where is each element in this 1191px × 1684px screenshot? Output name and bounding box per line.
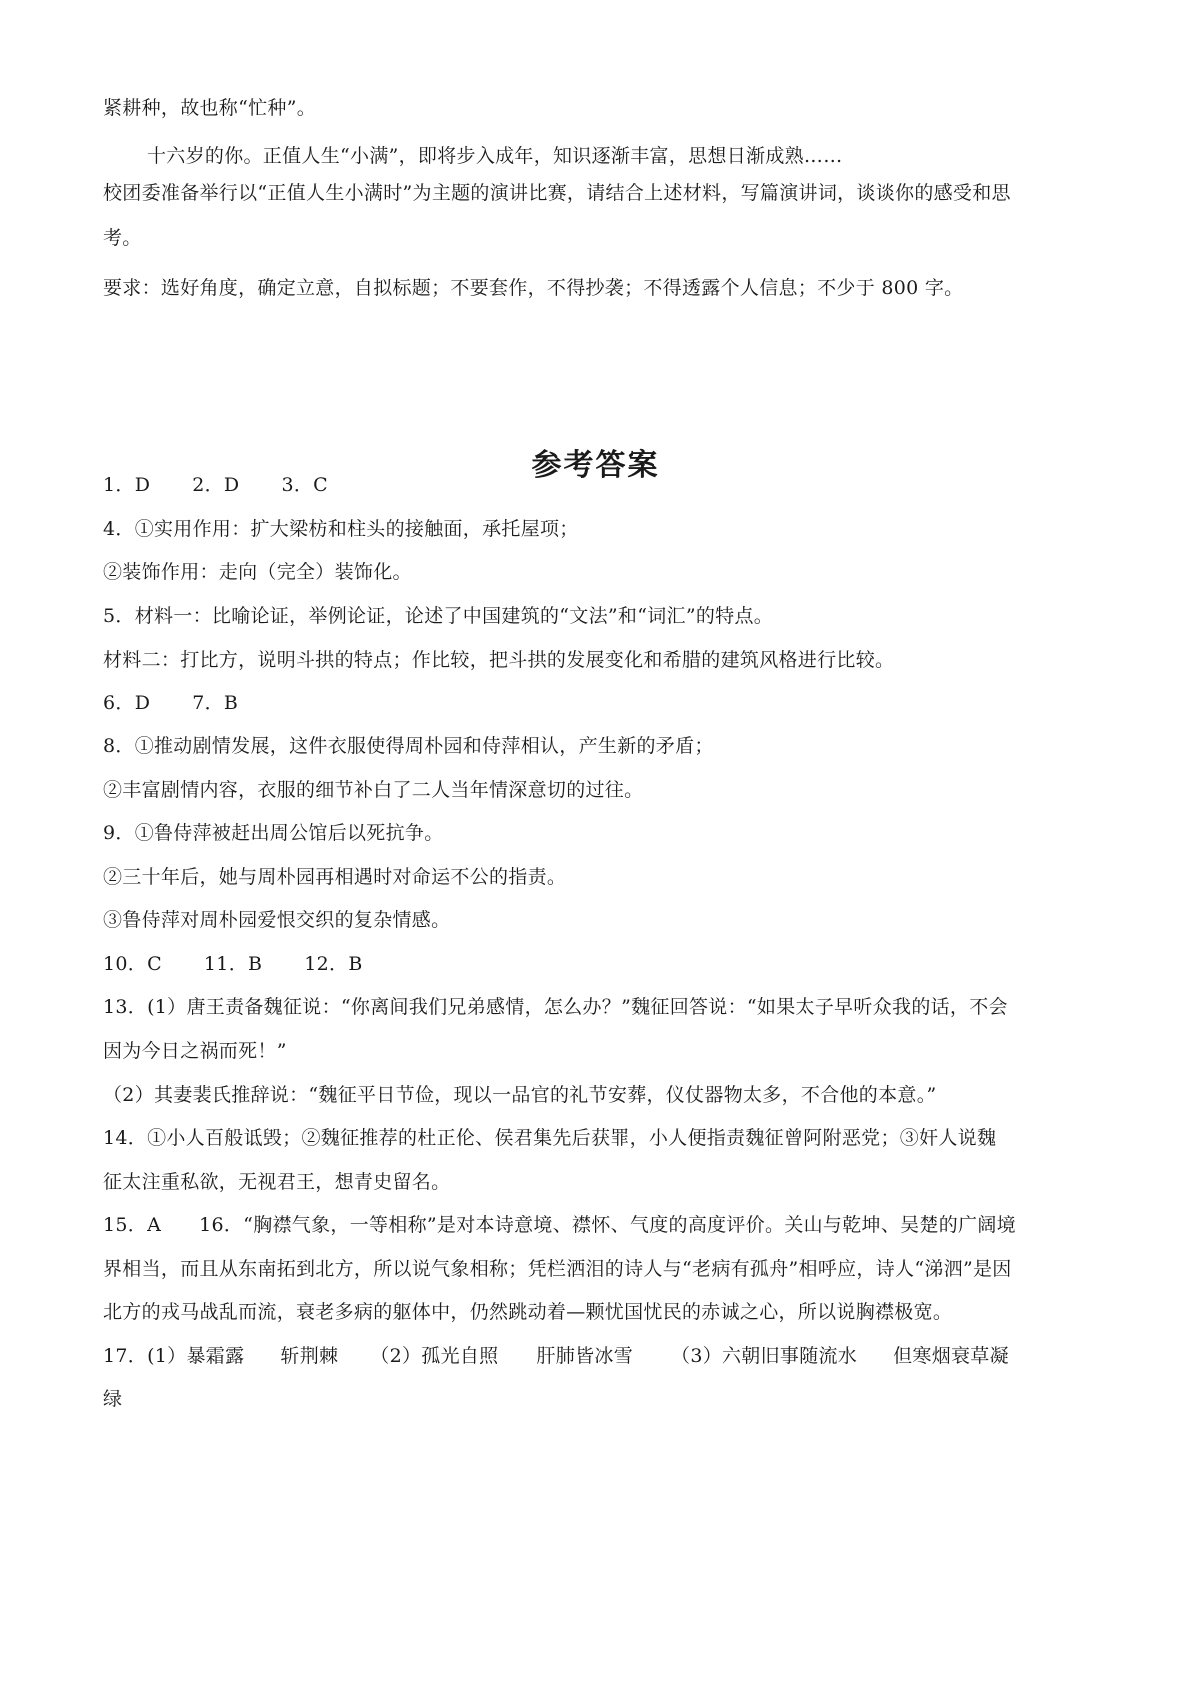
answer-9-line-2: ②三十年后，她与周朴园再相遇时对命运不公的指责。	[103, 866, 567, 888]
answer-17-part-f: 但寒烟衰草凝	[893, 1345, 1009, 1367]
answer-8-line-2: ②丰富剧情内容，衣服的细节补白了二人当年情深意切的过往。	[103, 779, 644, 801]
answer-13-line-1: 13．(1）唐王责备魏征说：“你离间我们兄弟感情，怎么办？”魏征回答说：“如果太子早听众我的话，不会	[103, 996, 1008, 1018]
answer-5-line-2: 材料二：打比方，说明斗拱的特点；作比较，把斗拱的发展变化和希腊的建筑风格进行比较。	[103, 649, 895, 671]
answer-17-part-b: 斩荆棘	[280, 1345, 339, 1367]
answer-13-line-2: 因为今日之祸而死！”	[103, 1040, 287, 1062]
answer-16-line-2: 界相当，而且从东南拓到北方，所以说气象相称；凭栏洒泪的诗人与“老病有孤舟”相呼应，诗人“涕泗”是因	[103, 1258, 1012, 1280]
answers-1-3	[103, 470, 328, 500]
answer-3: 3．C	[281, 474, 328, 496]
answer-15: 15．A	[103, 1214, 162, 1236]
answer-4-line-2: ②装饰作用：走向（完全）装饰化。	[103, 561, 412, 583]
answer-10: 10．C	[103, 953, 162, 975]
answer-1: 1．D	[103, 474, 151, 496]
answer-12: 12．B	[304, 953, 363, 975]
answer-17-part-e: （3）六朝旧事随流水	[671, 1345, 858, 1367]
answer-14-line-2: 征太注重私欲，无视君王，想青史留名。	[103, 1171, 451, 1193]
prompt-requirements: 要求：选好角度，确定立意，自拟标题；不要套作，不得抄袭；不得透露个人信息；不少于 800 字。	[103, 277, 964, 299]
answer-2: 2．D	[192, 474, 240, 496]
prompt-line-2: 十六岁的你。正值人生“小满”，即将步入成年，知识逐渐丰富，思想日渐成熟……	[147, 145, 843, 167]
answer-4-line-1: 4．①实用作用：扩大梁枋和柱头的接触面，承托屋项；	[103, 518, 579, 540]
answer-17-part-a: 17．(1）暴霜露	[103, 1345, 245, 1367]
prompt-line-3: 校团委准备举行以“正值人生小满时”为主题的演讲比赛，请结合上述材料，写篇演讲词，谈谈你的感受和思	[103, 182, 1011, 204]
answer-16-line-1: 16．“胸襟气象，一等相称”是对本诗意境、襟怀、气度的高度评价。关山与乾坤、吴楚的广阔境	[199, 1214, 1016, 1236]
answer-13-line-3: （2）其妻裴氏推辞说：“魏征平日节俭，现以一品官的礼节安葬，仪仗器物太多，不合他的本意。”	[103, 1084, 937, 1106]
answer-16-line-3: 北方的戎马战乱而流，衰老多病的躯体中，仍然跳动着—颗忧国忧民的赤诚之心，所以说胸襟极宽。	[103, 1301, 953, 1323]
answers-6-7	[103, 688, 238, 718]
answers-15-16-line-1	[103, 1210, 1016, 1240]
answer-9-line-1: 9．①鲁侍萍被赶出周公馆后以死抗争。	[103, 822, 444, 844]
answer-9-line-3: ③鲁侍萍对周朴园爱恨交织的复杂情感。	[103, 909, 451, 931]
answer-6: 6．D	[103, 692, 151, 714]
answers-10-12	[103, 949, 363, 979]
answer-17-part-d: 肝肺皆冰雪	[536, 1345, 634, 1367]
answer-14-line-1: 14．①小人百般诋毁；②魏征推荐的杜正伦、侯君集先后获罪，小人便指责魏征曾阿附恶党；③奸人说魏	[103, 1127, 997, 1149]
answer-11: 11．B	[203, 953, 263, 975]
answer-17-line-1	[103, 1341, 1009, 1371]
page-title: 参考答案	[531, 448, 660, 483]
answer-17-line-2: 绿	[103, 1388, 123, 1410]
prompt-line-1: 紧耕种，故也称“忙种”。	[103, 97, 317, 119]
answer-17-part-c: （2）孤光自照	[370, 1345, 499, 1367]
prompt-line-4: 考。	[103, 227, 142, 249]
answer-7: 7．B	[192, 692, 239, 714]
answer-8-line-1: 8．①推动剧情发展，这件衣服使得周朴园和侍萍相认，产生新的矛盾；	[103, 735, 714, 757]
answer-5-line-1: 5．材料一：比喻论证，举例论证，论述了中国建筑的“文法”和“词汇”的特点。	[103, 605, 774, 627]
